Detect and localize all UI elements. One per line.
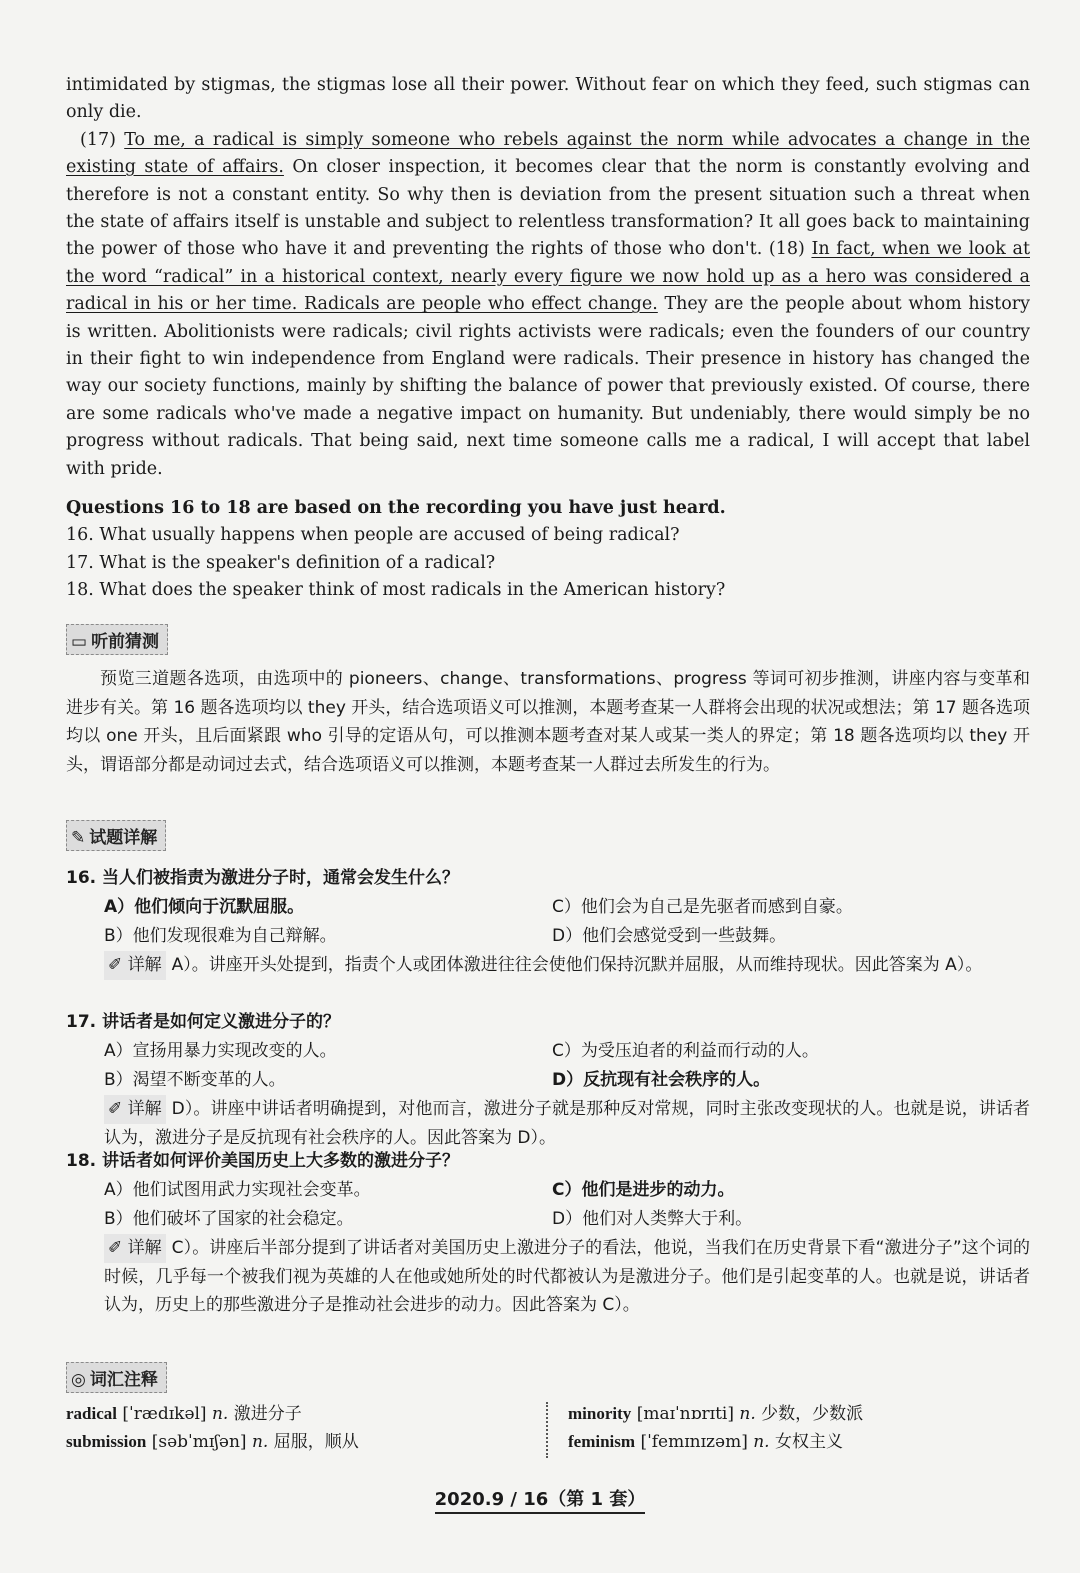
questions-heading: Questions 16 to 18 are based on the recording you have just heard.	[66, 498, 726, 518]
prelisten-text: 预览三道题各选项，由选项中的 pioneers、change、transformations、progress 等词可初步推测，讲座内容与变革和进步有关。第 16 题各选项均以 they 开头，结合选项语义可以推测，本题考查某一人群将会出现的状况或想法；第 17 题各选项均以 one 开头，且后面紧跟 who 引导的定语从句，可以推测本题考查对某人或某一类人的界定；第 18 题各选项均以 they 开头，谓语部分都是动词过去式，结合选项语义可以推测，本题考查某一人群过去所发生的行为。	[66, 669, 1030, 775]
section-header-prelisten	[66, 624, 168, 655]
vocab-list	[66, 1400, 1030, 1460]
underlined-sentence-17: To me, a radical is simply someone who rebels against the norm while advocates a change in the existing state of affairs.	[66, 129, 1030, 178]
passage-text-end: They are the people about whom history is written. Abolitionists were radicals; civil rights activists were radicals; even the founders of our country in their fight to win independence from England were radicals. Their presence in history has changed the way our society functions, mainly by shifting the balance of power that previously existed. Of course, there are some radicals who've made a negative impact on humanity. But undeniably, there would simply be no progress without radicals. That being said, next time someone calls me a radical, I will accept that label with pride.	[66, 294, 1030, 479]
option-d: D）反抗现有社会秩序的人。	[552, 1070, 771, 1090]
detail-q17	[66, 1008, 1030, 1152]
prelisten-block	[66, 665, 1030, 779]
vocab-entry: feminism [ˈfemɪnɪzəm] n. 女权主义	[568, 1432, 843, 1452]
option-a: A）他们试图用武力实现社会变革。	[104, 1180, 371, 1200]
footer-date: 2020.9 / 16（第 1 套）	[435, 1489, 646, 1514]
question-16: 16. What usually happens when people are accused of being radical?	[66, 525, 680, 545]
explanation: ✐ 详解 A）。讲座开头处提到，指责个人或团体激进往往会使他们保持沉默并屈服，从而维持现状。因此答案为 A）。	[66, 951, 1030, 980]
detail-q16-title: 16. 当人们被指责为激进分子时，通常会发生什么？	[66, 868, 460, 888]
passage-text-middle: On closer inspection, it becomes clear that the norm is constantly evolving and therefore is not a constant entity. So why then is deviation from the present situation such a threat when the state of affairs itself is unstable and subject to relentless transformation? It all goes back to maintaining the power of those who have it and preventing the rights of those who don't.	[66, 157, 1031, 260]
option-b: B）他们破坏了国家的社会稳定。	[104, 1209, 354, 1229]
explanation: ✐ 详解 D）。讲座中讲话者明确提到，对他而言，激进分子就是那种反对常规，同时主张改变现状的人。也就是说，讲话者认为，激进分子是反抗现有社会秩序的人。因此答案为 D）。	[66, 1095, 1030, 1152]
monitor-icon: ▭	[71, 632, 88, 652]
vocab-column-left	[66, 1400, 359, 1456]
passage-paragraph-main	[66, 127, 1030, 483]
section-title: 听前猜测	[91, 632, 160, 652]
option-c: C）他们会为自己是先驱者而感到自豪。	[552, 897, 853, 917]
option-c: C）为受压迫者的利益而行动的人。	[552, 1041, 819, 1061]
option-a: A）他们倾向于沉默屈服。	[104, 897, 305, 917]
option-b: B）渴望不断变革的人。	[104, 1070, 286, 1090]
pen-icon: ✎	[71, 828, 86, 848]
question-17: 17. What is the speaker's definition of a radical?	[66, 552, 496, 573]
passage-paragraph-intro: intimidated by stigmas, the stigmas lose all their power. Without fear on which they feed, such stigmas can only die.	[66, 75, 1030, 123]
detail-q18-title: 18. 讲话者如何评价美国历史上大多数的激进分子？	[66, 1151, 460, 1171]
underlined-sentence-18: In fact, when we look at the word “radical” in a historical context, nearly every figure we now hold up as a hero was considered a radical in his or her time. Radicals are people who effect change.	[66, 239, 1030, 315]
section-title: 词汇注释	[89, 1370, 158, 1390]
vocab-entry: radical [ˈrædɪkəl] n. 激进分子	[66, 1404, 302, 1424]
vocab-entry: minority [maɪˈnɒrɪti] n. 少数，少数派	[568, 1404, 864, 1424]
option-d: D）他们会感觉受到一些鼓舞。	[552, 926, 787, 946]
section-header-detail	[66, 820, 166, 851]
option-b: B）他们发现很难为自己辩解。	[104, 926, 337, 946]
vocab-divider	[546, 1402, 548, 1458]
option-d: D）他们对人类弊大于利。	[552, 1209, 753, 1229]
passage	[66, 72, 1030, 483]
book-icon: ◎	[71, 1370, 86, 1390]
marker-17: (17)	[80, 129, 116, 150]
page-footer	[0, 1485, 1080, 1511]
question-list	[66, 495, 1030, 605]
vocab-entry: submission [səbˈmɪʃən] n. 屈服，顺从	[66, 1432, 359, 1452]
explanation-tag: ✐ 详解	[104, 951, 166, 980]
explanation: ✐ 详解 C）。讲座后半部分提到了讲话者对美国历史上激进分子的看法，他说，当我们在历史背景下看“激进分子”这个词的时候，几乎每一个被我们视为英雄的人在他或她所处的时代都被认为是激进分子。他们是引起变革的人。也就是说，讲话者认为，历史上的那些激进分子是推动社会进步的动力。因此答案为 C）。	[66, 1234, 1030, 1320]
explanation-tag: ✐ 详解	[104, 1234, 166, 1263]
section-title: 试题详解	[89, 828, 158, 848]
explanation-tag: ✐ 详解	[104, 1095, 166, 1124]
section-header-vocab	[66, 1362, 167, 1393]
vocab-column-right	[568, 1400, 863, 1456]
detail-q18	[66, 1147, 1030, 1320]
option-c: C）他们是进步的动力。	[552, 1180, 735, 1200]
marker-18: (18)	[762, 239, 812, 260]
option-a: A）宣扬用暴力实现改变的人。	[104, 1041, 337, 1061]
detail-q16	[66, 864, 1030, 980]
detail-q17-title: 17. 讲话者是如何定义激进分子的？	[66, 1012, 341, 1032]
question-18: 18. What does the speaker think of most radicals in the American history?	[66, 580, 726, 600]
